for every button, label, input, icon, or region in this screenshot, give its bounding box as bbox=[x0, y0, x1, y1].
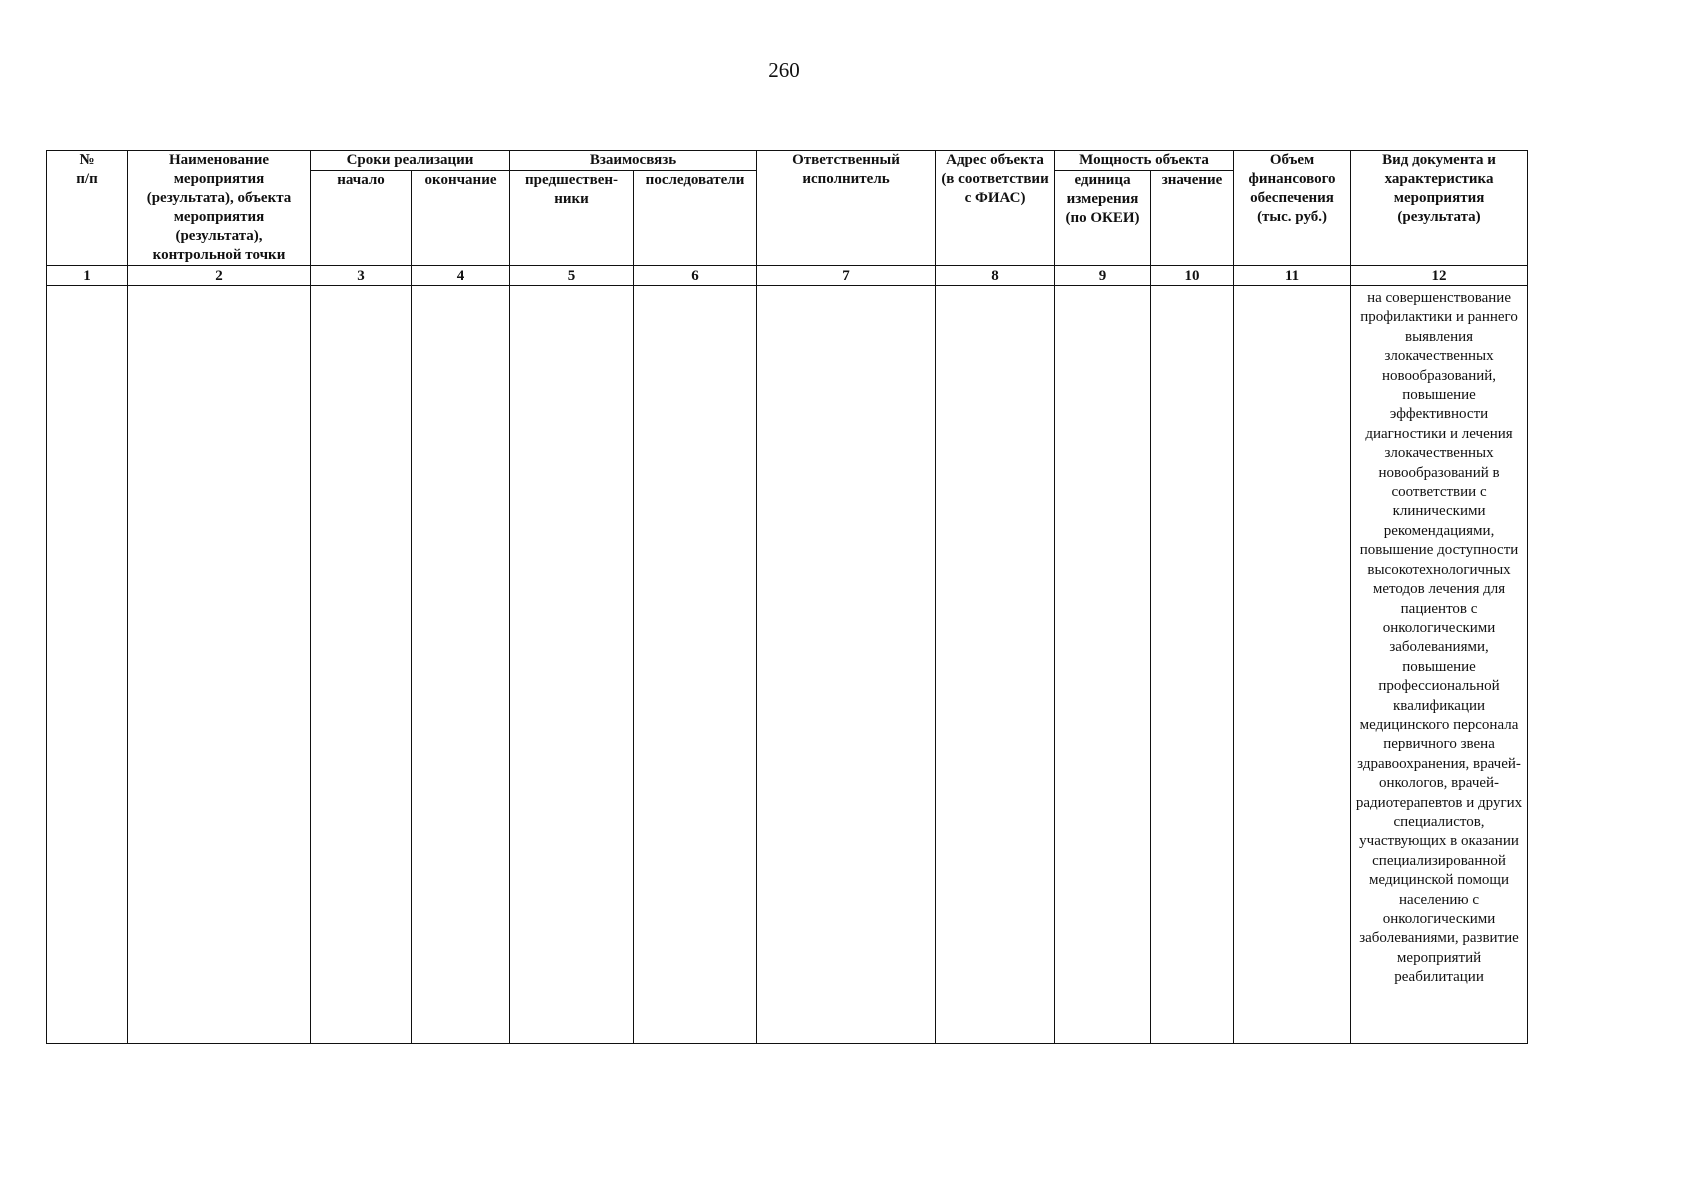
cell-address bbox=[936, 286, 1055, 1044]
header-row-1 bbox=[47, 151, 1528, 171]
header-responsible: Ответственный исполнитель bbox=[757, 151, 936, 266]
cell-name bbox=[128, 286, 311, 1044]
cell-end bbox=[412, 286, 510, 1044]
header-terms-end: окончание bbox=[412, 171, 510, 266]
header-link-pred: предшествен-ники bbox=[510, 171, 634, 266]
column-number: 9 bbox=[1055, 266, 1151, 286]
column-number: 12 bbox=[1351, 266, 1528, 286]
header-terms-start: начало bbox=[311, 171, 412, 266]
cell-unit bbox=[1055, 286, 1151, 1044]
header-capacity-unit: единица измерения (по ОКЕИ) bbox=[1055, 171, 1151, 266]
cell-doc-type bbox=[1351, 286, 1528, 1044]
column-number-row bbox=[47, 266, 1528, 286]
page-number: 260 bbox=[768, 58, 800, 82]
cell-finance bbox=[1234, 286, 1351, 1044]
column-number: 3 bbox=[311, 266, 412, 286]
header-capacity-value: значение bbox=[1151, 171, 1234, 266]
cell-predecessors bbox=[510, 286, 634, 1044]
cell-num bbox=[47, 286, 128, 1044]
cell-responsible bbox=[757, 286, 936, 1044]
column-number: 2 bbox=[128, 266, 311, 286]
header-link-succ: последователи bbox=[634, 171, 757, 266]
header-link-group: Взаимосвязь bbox=[510, 151, 757, 171]
column-number: 1 bbox=[47, 266, 128, 286]
column-number: 8 bbox=[936, 266, 1055, 286]
header-finance: Объем финансового обеспечения (тыс. руб.) bbox=[1234, 151, 1351, 266]
header-name: Наименование мероприятия (результата), объекта мероприятия (результата), контрольной точки bbox=[128, 151, 311, 266]
cell-successors bbox=[634, 286, 757, 1044]
column-number: 4 bbox=[412, 266, 510, 286]
doc-type-text: на совершенствование профилактики и раннего выявления злокачественных новообразований, повышение эффективности диагностики и лечения злокачественных новообразований в соответствии с клиническими рекомендациями, повышение доступности высокотехнологичных методов лечения для пациентов с онкологическими заболеваниями, повышение профессиональной квалификации медицинского персонала первичного звена здравоохранения, врачей-онкологов, врачей-радиотерапевтов и других специалистов, участвующих в оказании специализированной медицинской помощи населению с онкологическими заболеваниями, развитие мероприятий реабилитации bbox=[1355, 290, 1523, 986]
column-number: 7 bbox=[757, 266, 936, 286]
column-number: 10 bbox=[1151, 266, 1234, 286]
column-number: 6 bbox=[634, 266, 757, 286]
column-number: 5 bbox=[510, 266, 634, 286]
header-num: № п/п bbox=[47, 151, 128, 266]
header-terms-group: Сроки реализации bbox=[311, 151, 510, 171]
plan-table bbox=[46, 150, 1528, 1044]
column-number: 11 bbox=[1234, 266, 1351, 286]
cell-value bbox=[1151, 286, 1234, 1044]
header-address: Адрес объекта (в соответствии с ФИАС) bbox=[936, 151, 1055, 266]
table-row bbox=[47, 286, 1528, 1044]
header-doc-type: Вид документа и характеристика мероприятия (результата) bbox=[1351, 151, 1528, 266]
cell-start bbox=[311, 286, 412, 1044]
header-capacity-group: Мощность объекта bbox=[1055, 151, 1234, 171]
